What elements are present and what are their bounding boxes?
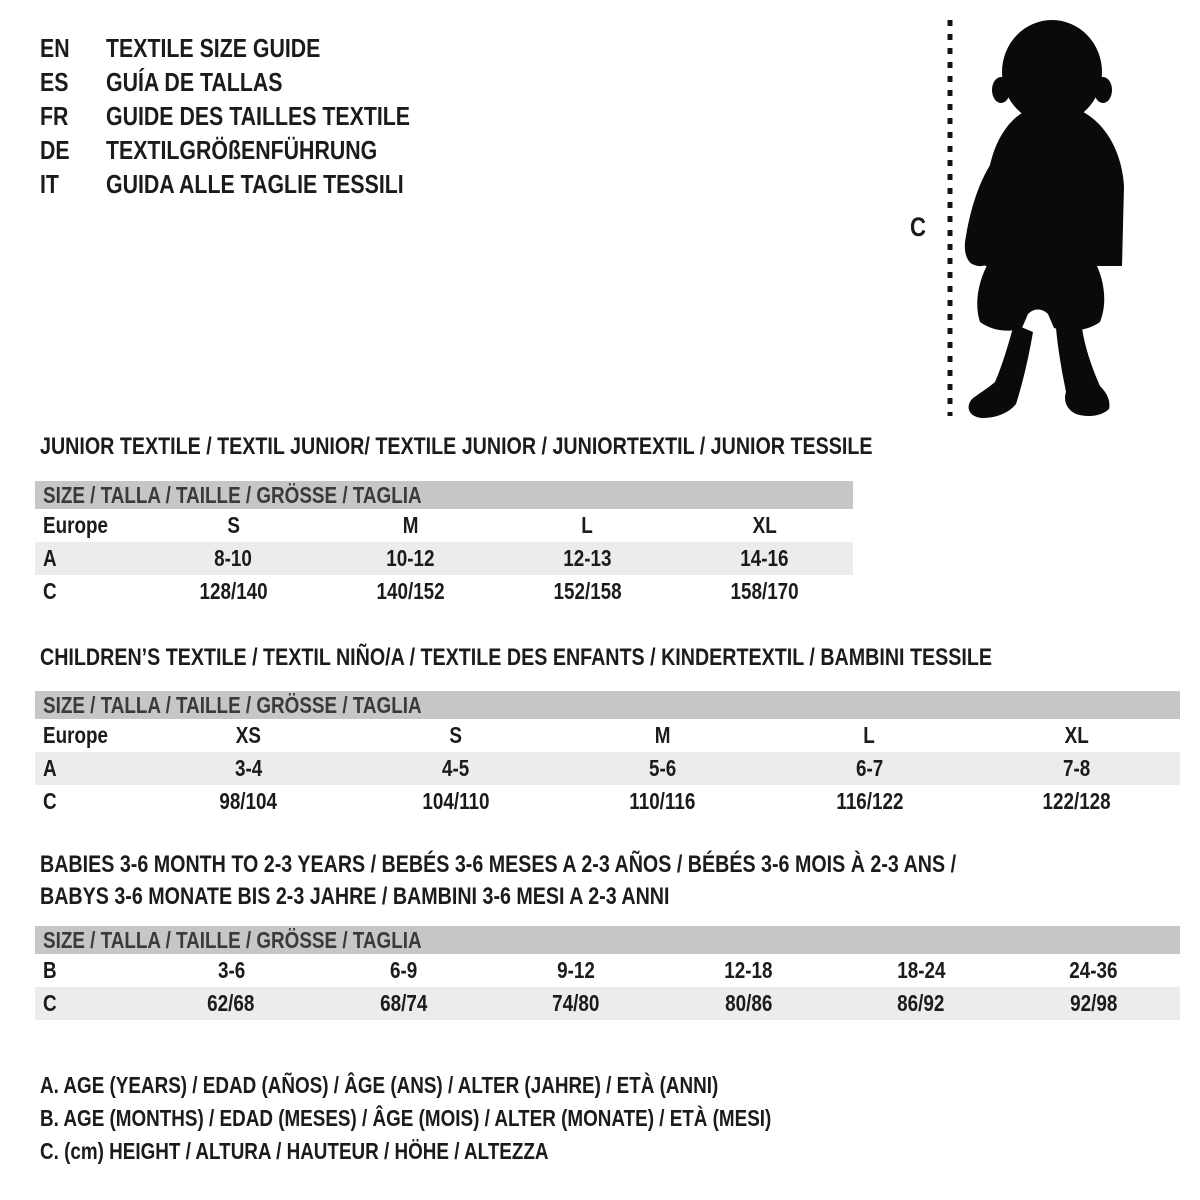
language-title: GUÍA DE TALLAS — [106, 66, 283, 97]
value-cell — [318, 990, 491, 1017]
row-label — [35, 755, 145, 782]
size-cell-text: XL — [752, 512, 777, 538]
children-section-title-text: CHILDREN’S TEXTILE / TEXTIL NIÑO/A / TEXTILE DES ENFANTS / KINDERTEXTIL / BAMBINI TESSILE — [40, 644, 993, 671]
size-cell-text: M — [402, 512, 419, 538]
table-row-europe — [35, 719, 1180, 752]
value-cell — [973, 755, 1180, 782]
value-cell-text: 5-6 — [648, 755, 677, 781]
babies-section-title-line2 — [40, 881, 1157, 913]
value-cell — [663, 990, 836, 1017]
value-cell-text: 24-36 — [1069, 957, 1118, 983]
size-cell-text: M — [654, 722, 671, 748]
value-cell-text: 92/98 — [1070, 990, 1118, 1016]
value-cell — [499, 578, 676, 605]
row-label-text: C — [43, 578, 57, 604]
value-cell-text: 158/170 — [730, 578, 799, 604]
legend-line-b-text: B. AGE (MONTHS) / EDAD (MESES) / ÂGE (MOIS) / ALTER (MONATE) / ETÀ (MESI) — [40, 1105, 772, 1131]
table-row-age-years — [35, 752, 1180, 785]
value-cell — [145, 545, 322, 572]
toddler-shape — [965, 20, 1124, 418]
row-label-text: A — [43, 545, 57, 571]
junior-table-header-bar — [35, 481, 853, 509]
size-cell — [559, 722, 766, 749]
value-cell — [322, 545, 499, 572]
value-cell — [676, 545, 853, 572]
legend-line-a — [40, 1069, 932, 1102]
size-cell — [145, 512, 322, 539]
value-cell — [322, 578, 499, 605]
legend-line-b — [40, 1102, 932, 1135]
row-label-text: B — [43, 957, 57, 983]
language-code-text: EN — [40, 32, 70, 63]
size-cell-text: S — [227, 512, 240, 538]
row-label — [35, 578, 145, 605]
value-cell — [766, 788, 973, 815]
babies-section-title-line1 — [40, 849, 1157, 881]
value-cell-text: 7-8 — [1062, 755, 1091, 781]
value-cell — [973, 788, 1180, 815]
size-cell-text: S — [449, 722, 462, 748]
size-cell-text: L — [863, 722, 876, 748]
table-row-age-months — [35, 954, 1180, 987]
row-label — [35, 788, 145, 815]
language-title: GUIDA ALLE TAGLIE TESSILI — [106, 168, 404, 199]
language-code — [40, 101, 106, 132]
language-code-text: IT — [40, 168, 59, 199]
value-cell-text: 18-24 — [897, 957, 946, 983]
row-label-text: Europe — [43, 512, 108, 538]
value-cell-text: 152/158 — [553, 578, 622, 604]
language-row-en — [40, 31, 477, 65]
height-measure-label-text: C — [910, 212, 926, 242]
row-label — [35, 545, 145, 572]
row-label-text: C — [43, 990, 57, 1016]
legend-line-a-text: A. AGE (YEARS) / EDAD (AÑOS) / ÂGE (ANS) / ALTER (JAHRE) / ETÀ (ANNI) — [40, 1072, 719, 1098]
language-code — [40, 135, 106, 166]
size-cell — [322, 512, 499, 539]
value-cell-text: 116/122 — [835, 788, 904, 814]
children-size-table — [35, 691, 1180, 818]
size-header-text: SIZE / TALLA / TAILLE / GRÖSSE / TAGLIA — [43, 691, 422, 718]
value-cell-text: 62/68 — [207, 990, 255, 1016]
size-cell-text: XS — [235, 722, 262, 748]
size-cell — [973, 722, 1180, 749]
value-cell — [352, 788, 559, 815]
size-cell-text: XL — [1064, 722, 1089, 748]
row-label — [35, 722, 145, 749]
value-cell-text: 110/116 — [629, 788, 696, 814]
value-cell — [499, 545, 676, 572]
legend-line-c-text: C. (cm) HEIGHT / ALTURA / HAUTEUR / HÖHE / ALTEZZA — [40, 1138, 549, 1164]
children-section-title — [40, 645, 1200, 671]
children-table-header-bar — [35, 691, 1180, 719]
height-figure — [890, 8, 1150, 423]
size-cell — [499, 512, 676, 539]
value-cell-text: 74/80 — [552, 990, 600, 1016]
size-header-text: SIZE / TALLA / TAILLE / GRÖSSE / TAGLIA — [43, 481, 422, 508]
value-cell-text: 80/86 — [725, 990, 773, 1016]
language-title-list — [40, 31, 477, 201]
value-cell — [835, 957, 1008, 984]
value-cell-text: 12-18 — [724, 957, 773, 983]
language-row-de — [40, 133, 477, 167]
height-measure-label — [910, 212, 930, 243]
value-cell-text: 3-4 — [234, 755, 263, 781]
language-row-it — [40, 167, 477, 201]
value-cell — [145, 957, 318, 984]
table-row-height-cm — [35, 575, 853, 608]
value-cell — [352, 755, 559, 782]
value-cell — [145, 578, 322, 605]
value-cell — [1008, 990, 1181, 1017]
legend-line-c — [40, 1135, 932, 1168]
language-code-text: DE — [40, 134, 70, 165]
language-code-text: ES — [40, 66, 69, 97]
value-cell — [676, 578, 853, 605]
language-code — [40, 33, 106, 64]
value-cell — [559, 755, 766, 782]
size-cell — [676, 512, 853, 539]
size-header-text: SIZE / TALLA / TAILLE / GRÖSSE / TAGLIA — [43, 926, 422, 953]
value-cell — [766, 755, 973, 782]
table-row-height-cm — [35, 785, 1180, 818]
value-cell — [1008, 957, 1181, 984]
row-label-text: A — [43, 755, 57, 781]
babies-section-title-text1: BABIES 3-6 MONTH TO 2-3 YEARS / BEBÉS 3-6 MESES A 2-3 AÑOS / BÉBÉS 3-6 MOIS À 2-3 ANS / — [40, 851, 957, 878]
size-cell — [145, 722, 352, 749]
value-cell — [318, 957, 491, 984]
table-row-height-cm — [35, 987, 1180, 1020]
language-row-fr — [40, 99, 477, 133]
value-cell-text: 140/152 — [376, 578, 445, 604]
value-cell — [145, 755, 352, 782]
table-row-europe — [35, 509, 853, 542]
value-cell-text: 128/140 — [199, 578, 268, 604]
value-cell-text: 8-10 — [214, 545, 253, 571]
language-code-text: FR — [40, 100, 69, 131]
value-cell — [490, 990, 663, 1017]
value-cell — [663, 957, 836, 984]
value-cell-text: 98/104 — [219, 788, 278, 814]
babies-section-title — [40, 849, 1157, 913]
size-cell — [766, 722, 973, 749]
legend — [40, 1069, 932, 1168]
table-row-age-years — [35, 542, 853, 575]
babies-section-title-text2: BABYS 3-6 MONATE BIS 2-3 JAHRE / BAMBINI 3-6 MESI A 2-3 ANNI — [40, 883, 670, 910]
language-code — [40, 67, 106, 98]
value-cell — [835, 990, 1008, 1017]
value-cell-text: 104/110 — [421, 788, 490, 814]
value-cell-text: 9-12 — [557, 957, 596, 983]
row-label — [35, 990, 145, 1017]
value-cell-text: 122/128 — [1042, 788, 1111, 814]
value-cell-text: 6-7 — [855, 755, 884, 781]
value-cell-text: 14-16 — [740, 545, 789, 571]
babies-table-header-bar — [35, 926, 1180, 954]
row-label — [35, 957, 145, 984]
language-row-es — [40, 65, 477, 99]
junior-section-title-text: JUNIOR TEXTILE / TEXTIL JUNIOR/ TEXTILE JUNIOR / JUNIORTEXTIL / JUNIOR TESSILE — [40, 433, 873, 460]
value-cell — [490, 957, 663, 984]
babies-size-table — [35, 926, 1180, 1020]
size-cell-text: L — [581, 512, 594, 538]
junior-size-table — [35, 481, 853, 608]
value-cell — [559, 788, 766, 815]
value-cell-text: 68/74 — [380, 990, 428, 1016]
language-code — [40, 169, 106, 200]
language-title: TEXTILGRÖßENFÜHRUNG — [106, 134, 378, 165]
value-cell-text: 10-12 — [386, 545, 435, 571]
row-label-text: C — [43, 788, 57, 814]
language-title: TEXTILE SIZE GUIDE — [106, 32, 321, 63]
language-title: GUIDE DES TAILLES TEXTILE — [106, 100, 411, 131]
value-cell-text: 4-5 — [441, 755, 470, 781]
value-cell — [145, 990, 318, 1017]
value-cell-text: 12-13 — [563, 545, 612, 571]
junior-section-title — [40, 434, 1055, 460]
value-cell — [145, 788, 352, 815]
value-cell-text: 6-9 — [390, 957, 418, 983]
value-cell-text: 3-6 — [217, 957, 245, 983]
size-cell — [352, 722, 559, 749]
row-label-text: Europe — [43, 722, 108, 748]
value-cell-text: 86/92 — [897, 990, 945, 1016]
row-label — [35, 512, 145, 539]
